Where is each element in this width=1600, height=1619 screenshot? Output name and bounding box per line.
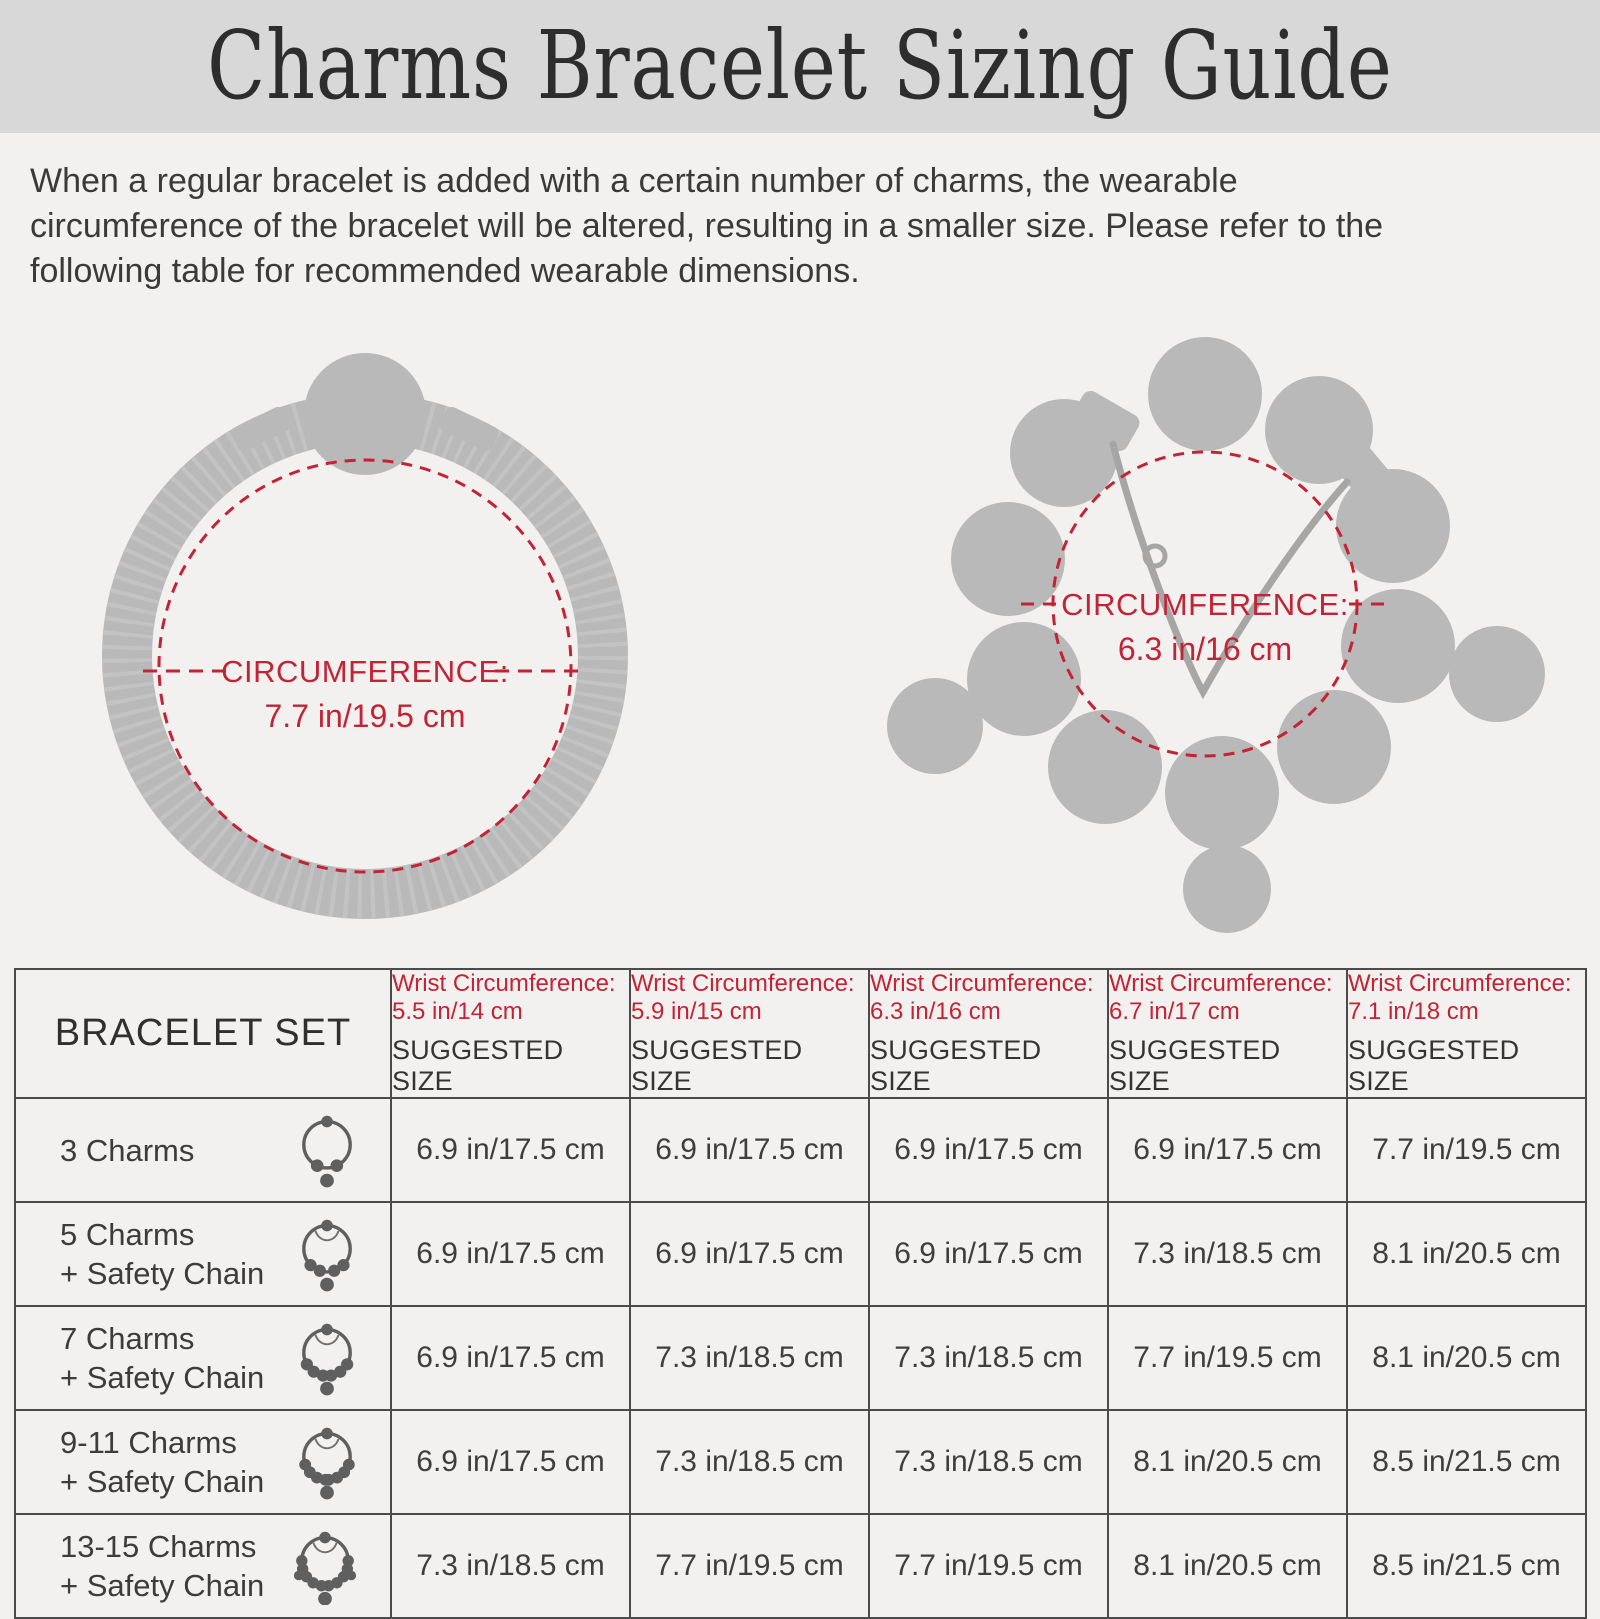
size-cell: 7.3 in/18.5 cm [391,1514,630,1618]
wrist-value: 7.1 in/18 cm [1348,998,1479,1025]
circumference-value: 7.7 in/19.5 cm [264,698,466,734]
row-label: 3 Charms [60,1132,195,1168]
size-cell: 6.9 in/17.5 cm [391,1410,630,1514]
wrist-label: Wrist Circumference: [392,970,616,997]
intro-line: circumference of the bracelet will be altered, resulting in a smaller size. Please refer to the [30,207,1384,245]
row-label: 13-15 Charms + Safety Chain [60,1529,265,1603]
size-cell: 7.7 in/19.5 cm [869,1514,1108,1618]
size-cell: 7.3 in/18.5 cm [869,1306,1108,1410]
bracelet-13-15-charms-safety-chain-icon [290,1527,360,1605]
table-row [15,1306,1586,1410]
wrist-label: Wrist Circumference: [1109,970,1333,997]
size-cell: 6.9 in/17.5 cm [391,1306,630,1410]
wrist-circumference-header [1347,969,1586,1098]
charm-bracelet-figure [855,294,1555,956]
wrist-label: Wrist Circumference: [1348,970,1572,997]
wrist-value: 6.3 in/16 cm [870,998,1001,1025]
suggested-size-label: SUGGESTED SIZE [631,1035,803,1096]
bracelet-7-charms-safety-chain-icon [294,1319,360,1397]
size-cell: 7.3 in/18.5 cm [1108,1202,1347,1306]
sizing-table [14,968,1587,1619]
plain-bracelet-silhouette [45,306,665,946]
suggested-size-label: SUGGESTED SIZE [870,1035,1042,1096]
wrist-value: 5.9 in/15 cm [631,998,762,1025]
plain-bracelet-figure [45,306,665,956]
size-cell: 6.9 in/17.5 cm [869,1098,1108,1202]
size-cell: 8.1 in/20.5 cm [1347,1306,1586,1410]
size-cell: 8.1 in/20.5 cm [1108,1514,1347,1618]
wrist-circumference-header [391,969,630,1098]
wrist-circumference-header [630,969,869,1098]
size-cell: 6.9 in/17.5 cm [869,1202,1108,1306]
suggested-size-label: SUGGESTED SIZE [1109,1035,1281,1096]
suggested-size-label: SUGGESTED SIZE [392,1035,564,1096]
dangle-charm-right [1449,626,1545,722]
intro-line: following table for recommended wearable dimensions. [30,252,860,290]
bracelet-9-11-charms-safety-chain-icon [294,1423,360,1501]
size-cell: 8.5 in/21.5 cm [1347,1410,1586,1514]
table-row [15,1202,1586,1306]
table-header-row [15,969,1586,1098]
size-cell: 7.3 in/18.5 cm [630,1306,869,1410]
circumference-value: 6.3 in/16 cm [1117,631,1293,667]
bracelet-5-charms-safety-chain-icon [294,1215,360,1293]
dangle-charm-bottom [1183,845,1271,933]
table-corner-header: BRACELET SET [15,969,391,1098]
row-label: 9-11 Charms + Safety Chain [60,1425,265,1499]
wrist-value: 6.7 in/17 cm [1109,998,1240,1025]
wrist-label: Wrist Circumference: [870,970,1094,997]
wrist-circumference-header [1108,969,1347,1098]
table-row [15,1410,1586,1514]
row-label: 5 Charms + Safety Chain [60,1217,265,1291]
table-row [15,1098,1586,1202]
size-cell: 8.1 in/20.5 cm [1347,1202,1586,1306]
bracelet-figures [0,294,1600,956]
row-label: 7 Charms + Safety Chain [60,1321,265,1395]
charm-bracelet-silhouette [855,294,1555,954]
size-cell: 6.9 in/17.5 cm [630,1098,869,1202]
wrist-value: 5.5 in/14 cm [392,998,523,1025]
size-cell: 7.7 in/19.5 cm [630,1514,869,1618]
size-cell: 7.7 in/19.5 cm [1347,1098,1586,1202]
intro-text [30,159,1570,294]
circumference-label: CIRCUMFERENCE: [221,654,509,689]
clasp-ball [304,353,426,475]
size-cell: 6.9 in/17.5 cm [391,1202,630,1306]
size-cell: 7.3 in/18.5 cm [630,1410,869,1514]
size-cell: 6.9 in/17.5 cm [1108,1098,1347,1202]
dangle-charm-left [887,678,983,774]
wrist-label: Wrist Circumference: [631,970,855,997]
size-cell: 6.9 in/17.5 cm [391,1098,630,1202]
size-cell: 7.7 in/19.5 cm [1108,1306,1347,1410]
bracelet-3-charms-icon [294,1111,360,1189]
page-title: Charms Bracelet Sizing Guide [207,11,1393,121]
intro-line: When a regular bracelet is added with a certain number of charms, the wearable [30,162,1238,200]
wrist-circumference-header [869,969,1108,1098]
size-cell: 8.5 in/21.5 cm [1347,1514,1586,1618]
table-row [15,1514,1586,1618]
suggested-size-label: SUGGESTED SIZE [1348,1035,1520,1096]
size-cell: 7.3 in/18.5 cm [869,1410,1108,1514]
circumference-label: CIRCUMFERENCE: [1061,587,1349,622]
title-banner [0,0,1600,133]
size-cell: 6.9 in/17.5 cm [630,1202,869,1306]
size-cell: 8.1 in/20.5 cm [1108,1410,1347,1514]
